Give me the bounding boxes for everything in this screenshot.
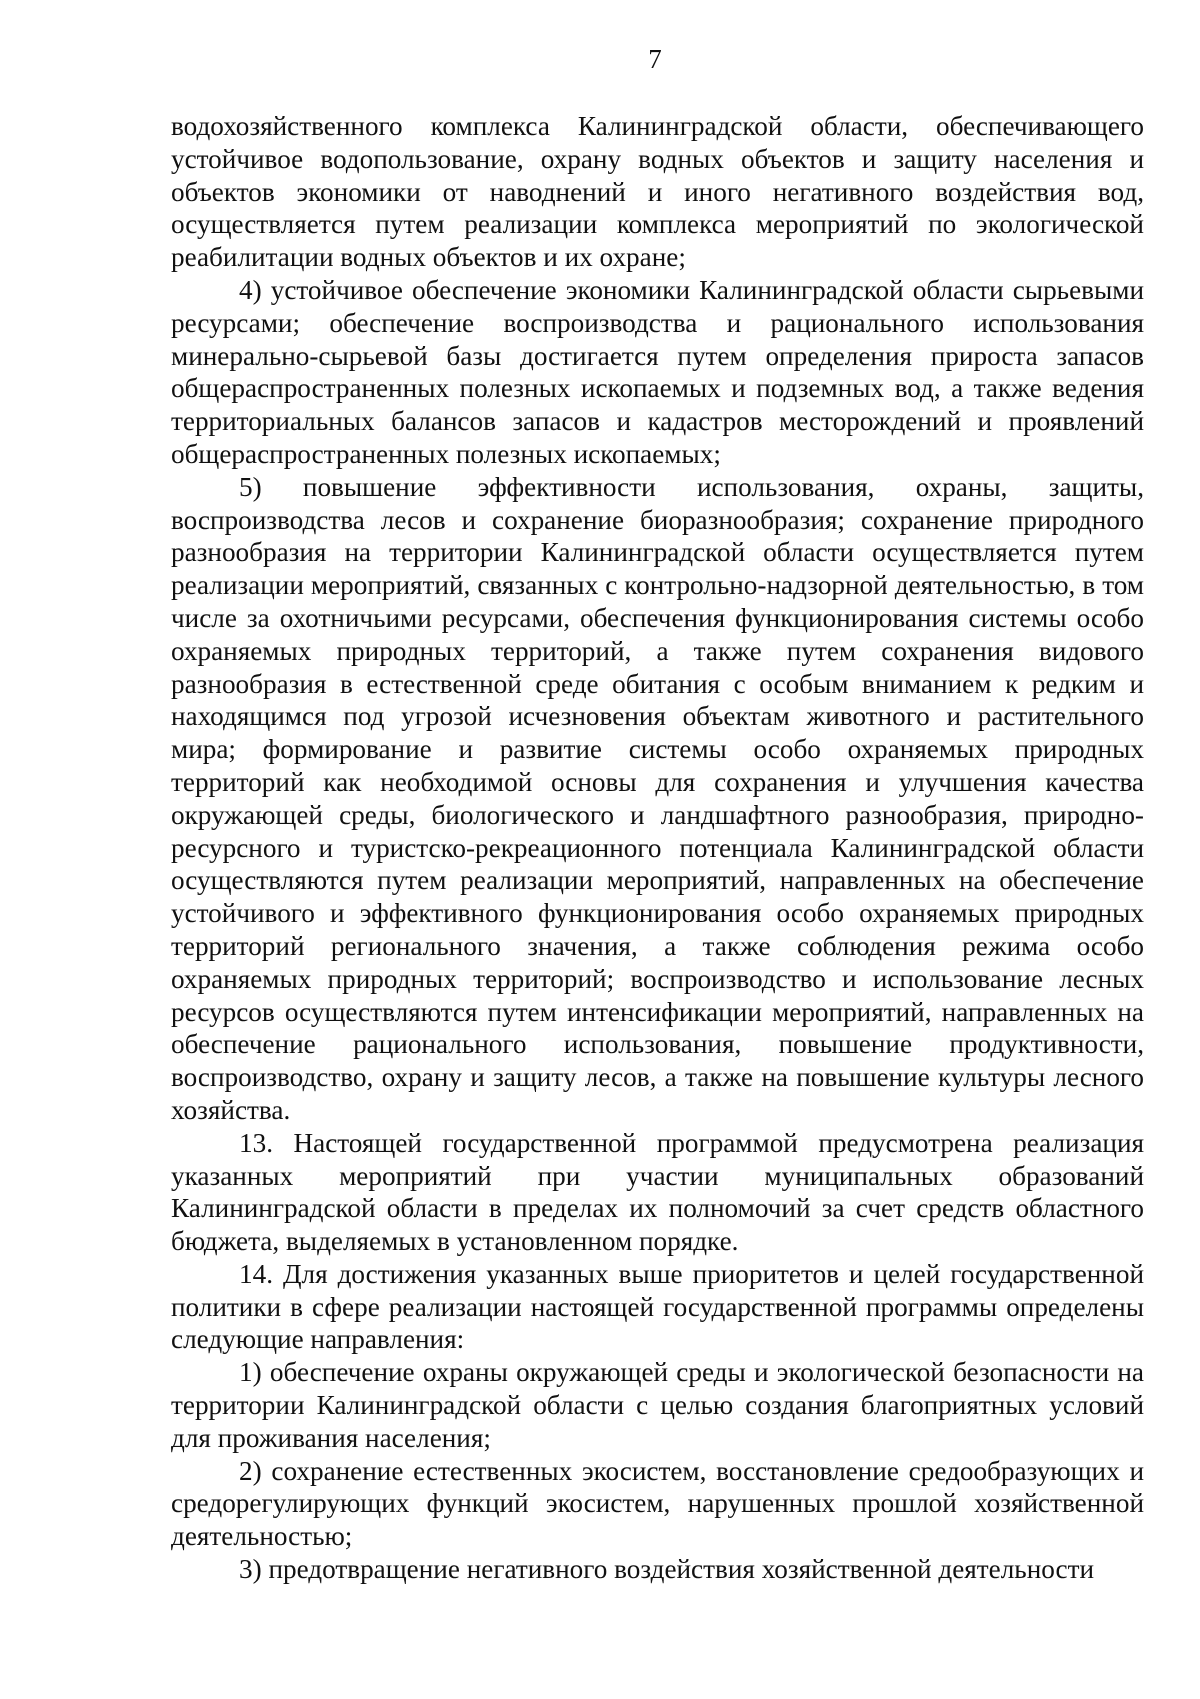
paragraph-item-4: 4) устойчивое обеспечение экономики Калининградской области сырьевыми ресурсами; обеспечение воспроизводства и рационального использования минерально-сырьевой базы достигается путем определения прироста запасов общераспространенных полезных ископаемых и подземных вод, а также ведения территориальных балансов запасов и кадастров месторождений и проявлений общераспространенных полезных ископаемых; <box>171 274 1144 469</box>
paragraph-direction-2: 2) сохранение естественных экосистем, восстановление средообразующих и средорегулирующих функций экосистем, нарушенных прошлой хозяйственной деятельностью; <box>171 1455 1144 1552</box>
paragraph-direction-3: 3) предотвращение негативного воздействия хозяйственной деятельности <box>239 1554 1095 1585</box>
paragraph-section-13: 13. Настоящей государственной программой предусмотрена реализация указанных мероприятий при участии муниципальных образований Калининградской области в пределах их полномочий за счет средств областного бюджета, выделяемых в установленном порядке. <box>171 1127 1144 1257</box>
paragraph-item-5: 5) повышение эффективности использования, охраны, защиты, воспроизводства лесов и сохранение биоразнообразия; сохранение природного разнообразия на территории Калининградской области осуществляется путем реализации мероприятий, связанных с контрольно-надзорной деятельностью, в том числе за охотничьими ресурсами, обеспечения функционирования системы особо охраняемых природных территорий, а также путем сохранения видового разнообразия в естественной среде обитания с особым вниманием к редким и находящимся под угрозой исчезновения объектам животного и растительного мира; формирование и развитие системы особо охраняемых природных территорий как необходимой основы для сохранения и улучшения качества окружающей среды, биологического и ландшафтного разнообразия, природно-ресурсного и туристско-рекреационного потенциала Калининградской области осуществляются путем реализации мероприятий, направленных на обеспечение устойчивого и эффективного функционирования особо охраняемых природных территорий регионального значения, а также соблюдения режима особо охраняемых природных территорий; воспроизводство и использование лесных ресурсов осуществляются путем интенсификации мероприятий, направленных на обеспечение рационального использования, повышение продуктивности, воспроизводство, охрану и защиту лесов, а также на повышение культуры лесного хозяйства. <box>171 471 1144 1125</box>
paragraph-continuation: водохозяйственного комплекса Калининградской области, обеспечивающего устойчивое водопользование, охрану водных объектов и защиту населения и объектов экономики от наводнений и иного негативного воздействия вод, осуществляется путем реализации комплекса мероприятий по экологической реабилитации водных объектов и их охране; <box>171 111 1144 273</box>
paragraph-direction-1: 1) обеспечение охраны окружающей среды и экологической безопасности на территории Калининградской области с целью создания благоприятных условий для проживания населения; <box>171 1357 1144 1453</box>
page-number: 7 <box>648 44 662 74</box>
document-body <box>171 110 1144 1586</box>
paragraph-section-14: 14. Для достижения указанных выше приоритетов и целей государственной политики в сфере реализации настоящей государственной программы определены следующие направления: <box>171 1258 1144 1355</box>
